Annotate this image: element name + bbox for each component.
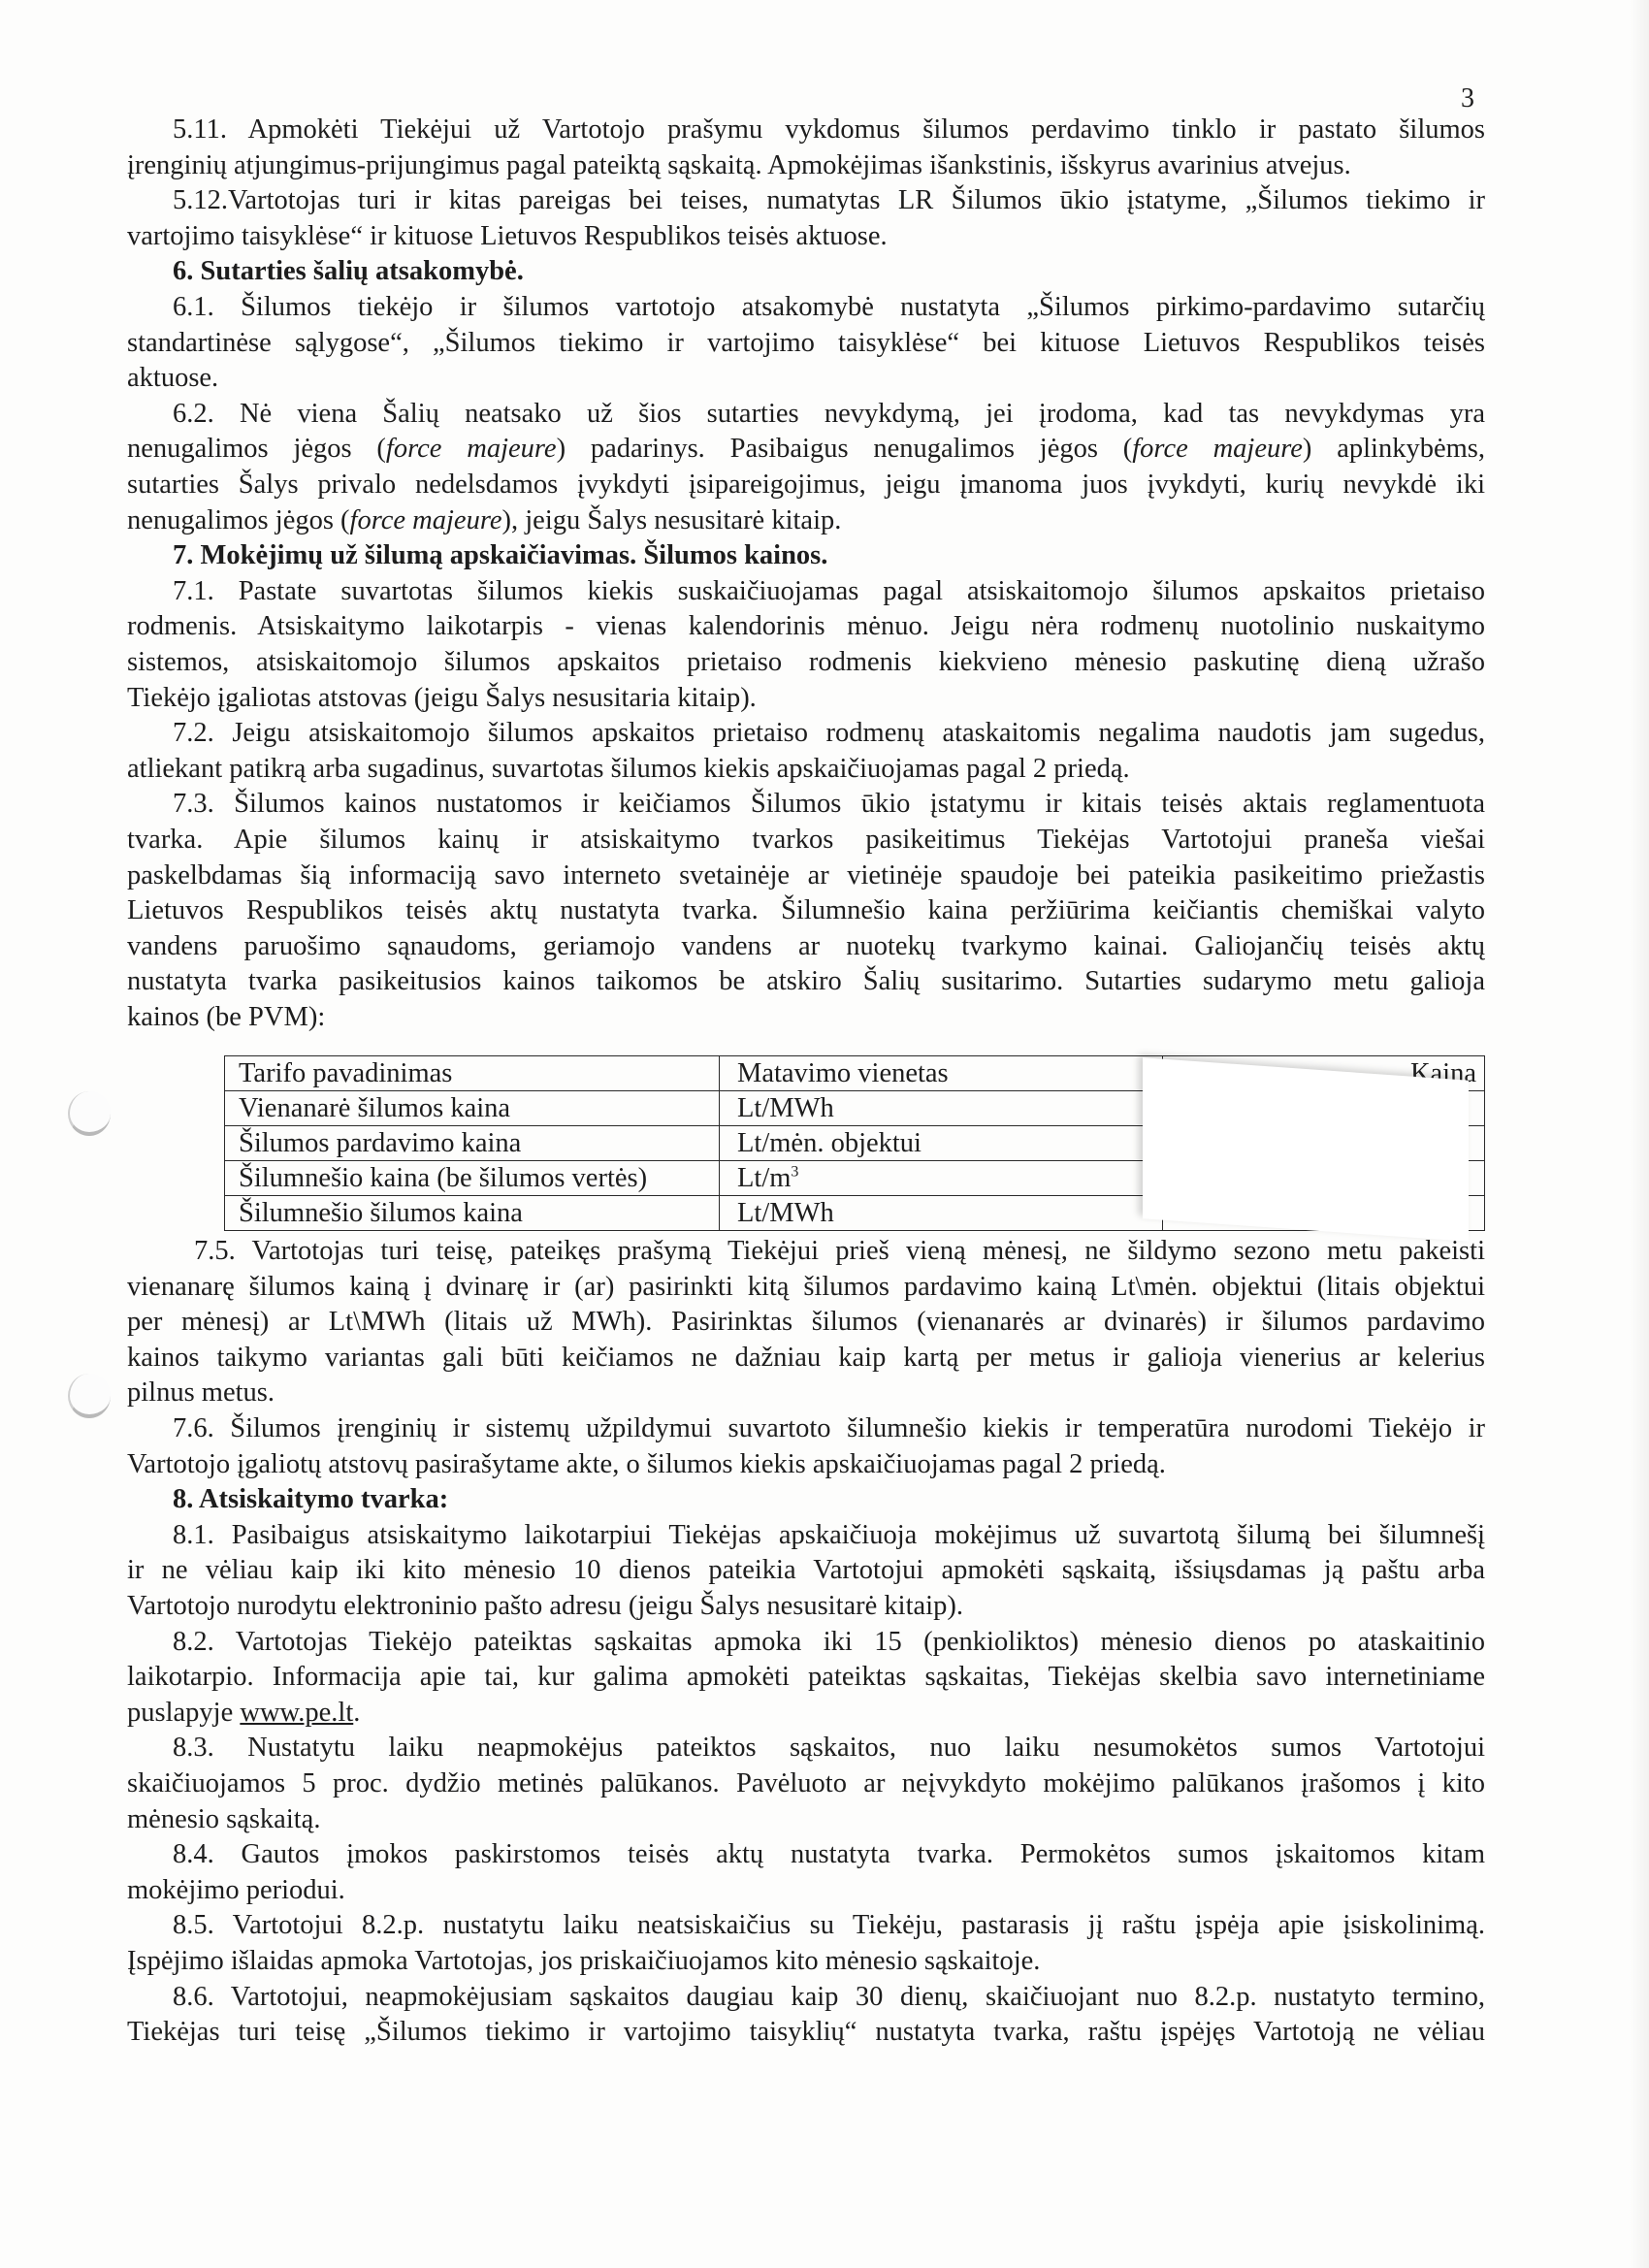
paragraph-line: 8.4. Gautos įmokos paskirstomos teisės aktų nustatyta tvarka. Permokėtos sumos įskaitomos kitam xyxy=(173,1839,1485,1869)
paragraph-line: vartojimo taisyklėse“ ir kituose Lietuvos Respublikos teisės aktuose. xyxy=(127,221,888,251)
paragraph-line: aktuose. xyxy=(127,363,219,393)
paragraph-line: 6.2. Nė viena Šalių neatsako už šios sutarties nevykdymą, jei įrodoma, kad tas nevykdymas yra xyxy=(173,399,1485,429)
paragraph-line: Įspėjimo išlaidas apmoka Vartotojas, jos priskaičiuojamos kito mėnesio sąskaitoje. xyxy=(127,1946,1041,1976)
page-number: 3 xyxy=(1461,83,1474,113)
paragraph-line: pilnus metus. xyxy=(127,1377,275,1408)
paragraph-line: vandens paruošimo sąnaudoms, geriamojo vandens ar nuotekų tvarkymo kainai. Galiojančių teisės aktų xyxy=(127,931,1485,961)
paragraph-line: laikotarpio. Informacija apie tai, kur galima apmokėti pateiktas sąskaitas, Tiekėjas skelbia savo internetiniame xyxy=(127,1662,1485,1692)
paragraph-line: vienanarę šilumos kainą į dvinarę ir (ar) pasirinkti kitą šilumos pardavimo kainą Lt\mėn. objektui (litais objektui xyxy=(127,1272,1485,1302)
paragraph-line: skaičiuojamos 5 proc. dydžio metinės palūkanos. Pavėluoto ar neįvykdyto mokėjimo palūkanos įrašomos į kito xyxy=(127,1768,1485,1798)
paragraph-line: puslapyje www.pe.lt. xyxy=(127,1698,361,1728)
paragraph-line: Lietuvos Respublikos teisės aktų nustatyta tvarka. Šilumnešio kaina peržiūrima keičiantis chemiškai valyto xyxy=(127,895,1485,925)
paragraph-line: nenugalimos jėgos (force majeure), jeigu Šalys nesusitarė kitaip. xyxy=(127,505,842,535)
header-price: Kaina xyxy=(1163,1056,1485,1091)
paragraph-line: 6.1. Šilumos tiekėjo ir šilumos vartotojo atsakomybė nustatyta „Šilumos pirkimo-pardavimo sutarčių xyxy=(173,292,1485,322)
section-heading: 6. Sutarties šalių atsakomybė. xyxy=(173,256,524,286)
punch-hole-mark xyxy=(68,1374,111,1418)
scan-edge-shadow xyxy=(1630,0,1649,2268)
latin-term: force majeure xyxy=(349,505,502,535)
paragraph-line: 5.12.Vartotojas turi ir kitas pareigas bei teises, numatytas LR Šilumos ūkio įstatyme, „Šilumos tiekimo ir xyxy=(173,185,1485,215)
tariff-unit xyxy=(720,1161,1163,1196)
paragraph-line: 7.5. Vartotojas turi teisę, pateikęs prašymą Tiekėjui prieš vieną mėnesį, ne šildymo sezono metu pakeisti xyxy=(194,1236,1485,1266)
paragraph-line: 7.3. Šilumos kainos nustatomos ir keičiamos Šilumos ūkio įstatymu ir kitais teisės aktais reglamentuota xyxy=(173,789,1485,819)
tariff-unit: Lt/mėn. objektui xyxy=(720,1126,1163,1161)
tariff-name: Šilumnešio šilumos kaina xyxy=(225,1196,720,1231)
paragraph-line: Vartotojo nurodytu elektroninio pašto adresu (jeigu Šalys nesusitarė kitaip). xyxy=(127,1591,963,1621)
paragraph-line: paskelbdamas šią informaciją savo interneto svetainėje ar vietinėje spaudoje bei pateikia pasikeitimo priežastis xyxy=(127,860,1485,891)
tariff-unit: Lt/MWh xyxy=(720,1196,1163,1231)
paragraph-line: atliekant patikrą arba sugadinus, suvartotas šilumos kiekis apskaičiuojamas pagal 2 priedą. xyxy=(127,754,1130,784)
paragraph-line: Tiekėjo įgaliotas atstovas (jeigu Šalys nesusitaria kitaip). xyxy=(127,683,757,713)
tariff-name: Vienanarė šilumos kaina xyxy=(225,1091,720,1126)
paragraph-line: 7.2. Jeigu atsiskaitomojo šilumos apskaitos prietaiso rodmenų ataskaitomis negalima naudotis jam sugedus, xyxy=(173,718,1485,748)
paragraph-line: per mėnesį) ar Lt\MWh (litais už MWh). Pasirinktas šilumos (vienanarės ar dvinarės) ir šilumos pardavimo xyxy=(127,1307,1485,1337)
paragraph-line: mokėjimo periodui. xyxy=(127,1875,345,1905)
paragraph-line: nenugalimos jėgos (force majeure) padarinys. Pasibaigus nenugalimos jėgos (force majeure) aplinkybėms, xyxy=(127,434,1485,464)
paragraph-line: 7.1. Pastate suvartotas šilumos kiekis suskaičiuojamas pagal atsiskaitomojo šilumos apskaitos prietaiso xyxy=(173,576,1485,606)
paragraph-line: Tiekėjas turi teisę „Šilumos tiekimo ir vartojimo taisyklių“ nustatyta tvarka, raštu įspėjęs Vartotoją ne vėliau xyxy=(127,2017,1485,2047)
paragraph-line: 8.5. Vartotojui 8.2.p. nustatytu laiku neatsiskaičius su Tiekėju, pastarasis jį raštu įspėja apie įsiskolinimą. xyxy=(173,1910,1485,1940)
paragraph-line: tvarka. Apie šilumos kainų ir atsiskaitymo tvarkos pasikeitimus Tiekėjas Vartotojui praneša viešai xyxy=(127,825,1485,855)
unit-superscript: 3 xyxy=(791,1163,799,1180)
header-tariff-name: Tarifo pavadinimas xyxy=(225,1056,720,1091)
tariff-name: Šilumnešio kaina (be šilumos vertės) xyxy=(225,1161,720,1196)
paragraph-line: standartinėse sąlygose“, „Šilumos tiekimo ir vartojimo taisyklėse“ bei kituose Lietuvos Respublikos teisės xyxy=(127,328,1485,358)
paragraph-line: 8.2. Vartotojas Tiekėjo pateiktas sąskaitas apmoka iki 15 (penkioliktos) mėnesio dienos po ataskaitinio xyxy=(173,1627,1485,1657)
paragraph-line: kainos (be PVM): xyxy=(127,1002,326,1032)
paragraph-line: Vartotojo įgaliotų atstovų pasirašytame akte, o šilumos kiekis apskaičiuojamas pagal 2 priedą. xyxy=(127,1449,1166,1479)
header-unit: Matavimo vienetas xyxy=(720,1056,1163,1091)
paragraph-line: sistemos, atsiskaitomojo šilumos apskaitos prietaiso rodmenis kiekvieno mėnesio paskutinę dieną užrašo xyxy=(127,647,1485,677)
paragraph-line: nustatyta tvarka pasikeitusios kainos taikomos be atskiro Šalių susitarimo. Sutarties sudarymo metu galioja xyxy=(127,966,1485,996)
paragraph-line: 8.1. Pasibaigus atsiskaitymo laikotarpiui Tiekėjas apskaičiuoja mokėjimus už suvartotą šilumą bei šilumnešį xyxy=(173,1520,1485,1550)
paragraph-line: 8.3. Nustatytu laiku neapmokėjus pateiktos sąskaitos, nuo laiku nesumokėtos sumos Vartotojui xyxy=(173,1733,1485,1763)
paragraph-line: rodmenis. Atsiskaitymo laikotarpis - vienas kalendorinis mėnuo. Jeigu nėra rodmenų nuotolinio nuskaitymo xyxy=(127,611,1485,641)
tariff-name: Šilumos pardavimo kaina xyxy=(225,1126,720,1161)
paragraph-line: įrenginių atjungimus-prijungimus pagal pateiktą sąskaitą. Apmokėjimas išankstinis, išskyrus avarinius atvejus. xyxy=(127,150,1351,180)
paragraph-line: 5.11. Apmokėti Tiekėjui už Vartotojo prašymu vykdomus šilumos perdavimo tinklo ir pastato šilumos xyxy=(173,114,1485,145)
paragraph-line: ir ne vėliau kaip iki kito mėnesio 10 dienos pateikia Vartotojui apmokėti sąskaitą, išsiųsdamas ją paštu arba xyxy=(127,1555,1485,1585)
website-link[interactable]: www.pe.lt xyxy=(240,1698,354,1728)
unit-base: Lt/m xyxy=(737,1162,792,1193)
section-heading: 8. Atsiskaitymo tvarka: xyxy=(173,1484,449,1514)
price-covering-sticker xyxy=(1143,1057,1469,1241)
paragraph-line: kainos taikymo variantas gali būti keičiamos ne dažniau kaip kartą per metus ir galioja vienerius ar kelerius xyxy=(127,1343,1485,1373)
tariff-unit: Lt/MWh xyxy=(720,1091,1163,1126)
paragraph-line: 8.6. Vartotojui, neapmokėjusiam sąskaitos daugiau kaip 30 dienų, skaičiuojant nuo 8.2.p. nustatyto termino, xyxy=(173,1982,1485,2012)
paragraph-line: sutarties Šalys privalo nedelsdamos įvykdyti įsipareigojimus, jeigu įmanoma juos įvykdyti, kurių nevykdė iki xyxy=(127,470,1485,500)
paragraph-line: 7.6. Šilumos įrenginių ir sistemų užpildymui suvartoto šilumnešio kiekis ir temperatūra nurodomi Tiekėjo ir xyxy=(173,1413,1485,1443)
section-heading: 7. Mokėjimų už šilumą apskaičiavimas. Šilumos kainos. xyxy=(173,540,828,570)
punch-hole-mark xyxy=(68,1091,111,1136)
latin-term: force majeure xyxy=(385,434,557,464)
paragraph-line: mėnesio sąskaitą. xyxy=(127,1804,321,1834)
latin-term: force majeure xyxy=(1132,434,1303,464)
